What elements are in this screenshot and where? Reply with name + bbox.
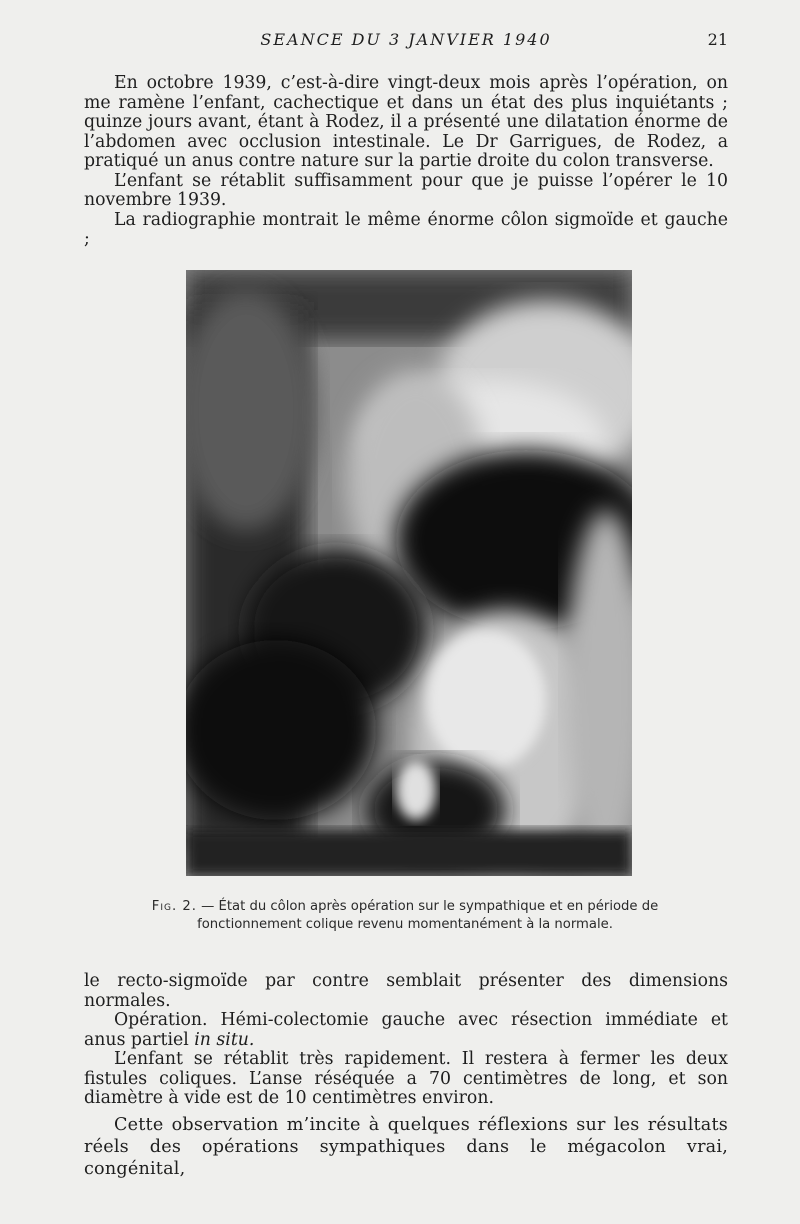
paragraph-1: En octobre 1939, c’est-à-dire vingt-deux mois après l’opération, on me ramène l’enfant, cachectique et dans un état des plus inquiétants ; quinze jours avant, étant à Rodez, il a présenté une dilatation énorme de l’abdomen avec occlusion intestinale. Le Dr Garrigues, de Rodez, a pratiqué un anus contre nature sur la partie droite du colon transverse. xyxy=(84,73,728,171)
paragraph-5 xyxy=(84,1011,728,1050)
figure-caption-text: — État du côlon après opération sur le sympathique et en période de fonctionnement colique revenu momentanément à la normale. xyxy=(196,899,659,932)
paragraph-5-italic: in situ. xyxy=(194,1029,255,1050)
radiograph-figure xyxy=(186,270,632,876)
final-text-block xyxy=(84,1114,728,1180)
paragraph-6: L’enfant se rétablit très rapidement. Il restera à fermer les deux fistules coliques. L’anse réséquée a 70 centimètres de long, et son diamètre à vide est de 10 centimètres environ. xyxy=(84,1049,728,1108)
figure-label: Fig. 2. xyxy=(151,899,197,914)
paragraph-4: le recto-sigmoïde par contre semblait présenter des dimensions normales. xyxy=(84,971,728,1011)
radiograph-image xyxy=(186,270,632,876)
figure-caption xyxy=(120,898,690,934)
paragraph-7: Cette observation m’incite à quelques réflexions sur les résultats réels des opérations sympathiques dans le mégacolon vrai, congénital, xyxy=(84,1115,728,1179)
running-header-title: SEANCE DU 3 JANVIER 1940 xyxy=(260,30,552,49)
top-text-block xyxy=(84,74,728,250)
bottom-text-block xyxy=(84,972,728,1109)
paragraph-2: L’enfant se rétablit suffisamment pour que je puisse l’opérer le 10 novembre 1939. xyxy=(84,170,728,210)
running-header xyxy=(84,30,728,54)
paragraph-3: La radiographie montrait le même énorme côlon sigmoïde et gauche ; xyxy=(84,209,728,249)
page-number: 21 xyxy=(707,30,728,49)
paragraph-5-text: Opération. Hémi-colectomie gauche avec résection immédiate et anus partiel xyxy=(84,1010,728,1050)
